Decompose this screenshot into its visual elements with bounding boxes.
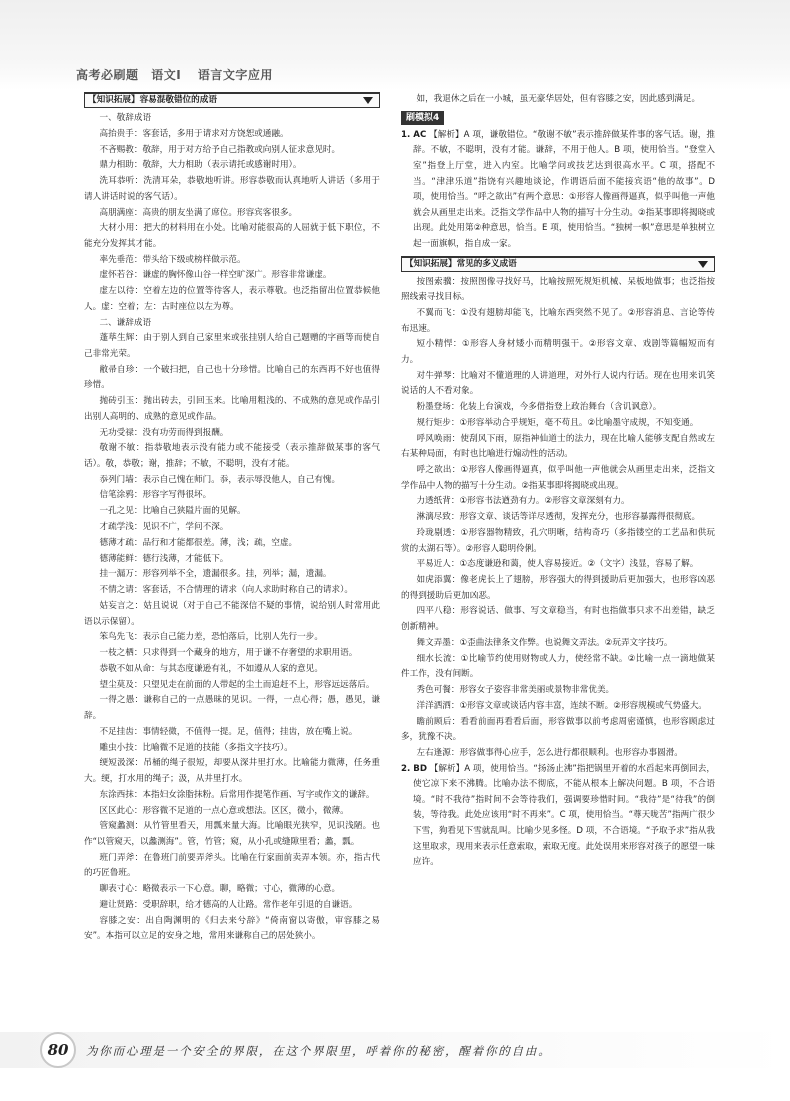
entry-paragraph: 对牛弹琴：比喻对不懂道理的人讲道理，对外行人说内行话。现在也用来讥笑说话的人不看对象。 (401, 370, 715, 397)
entry-paragraph: 抛砖引玉：抛出砖去，引回玉来。比喻用粗浅的、不成熟的意见或作品引出别人高明的、成熟的意见或作品。 (84, 396, 380, 422)
right-column (401, 92, 715, 871)
entry-paragraph: 呼风唤雨：使刮风下雨，原指神仙道士的法力，现在比喻人能够支配自然或左右某种局面，有时也比喻进行煽动性的活动。 (401, 433, 715, 460)
answer-1-number: 1. AC (401, 129, 427, 140)
entry-paragraph: 一得之愚：谦称自己的一点愚昧的见识。一得，一点心得；愚，愚见，谦辞。 (84, 695, 380, 721)
entry-paragraph: 大材小用：把大的材料用在小处。比喻对能很高的人屈就于低下职位，不能充分发挥其才能。 (84, 223, 380, 249)
entry-paragraph: 左右逢源：形容做事得心应手，怎么进行都很顺利。也形容办事圆滑。 (416, 747, 683, 758)
entry-paragraph: 容膝之安：出自陶渊明的《归去来兮辞》“倚南窗以寄傲，审容膝之易安”。本指可以立足的安身之地，常用来谦称自己的居处狭小。 (84, 915, 380, 942)
entry-paragraph: 班门弄斧：在鲁班门前要弄斧头。比喻在行家面前卖弄本领。亦，指古代的巧匠鲁班。 (84, 852, 380, 879)
triangle-down-icon (698, 261, 708, 268)
right-entry-list (401, 275, 715, 762)
footer-slogan: 为你而心理是一个安全的界限，在这个界限里，呼着你的秘密，醒着你的自由。 (86, 1044, 552, 1058)
entry-paragraph: 不翼而飞：①没有翅膀却能飞，比喻东西突然不见了。②形容消息、言论等传布迅速。 (401, 307, 715, 334)
entry-paragraph: 雕虫小技：比喻微不足道的技能（多指文字技巧）。 (99, 742, 293, 753)
left-entry-list (84, 111, 380, 945)
entry-paragraph: 才疏学浅：见识不广，学问不深。 (99, 522, 229, 532)
running-header (76, 66, 285, 84)
entry-paragraph: 高朋满座：高贵的朋友坐满了席位。形容宾客很多。 (99, 207, 298, 218)
entry-paragraph: 不情之请：客套话，不合情理的请求（向人求助时称自己的请求）。 (99, 585, 353, 596)
entry-paragraph: 恭敬不如从命：与其态度谦逊有礼，不如遵从人家的意见。 (99, 663, 323, 674)
entry-paragraph: 洗耳恭听：洗清耳朵，恭敬地听讲。形容恭敬而认真地听人讲话（多用于请人讲话时说的客气话）。 (84, 176, 380, 202)
entry-paragraph: 规行矩步：①形容举动合乎规矩，毫不苟且。②比喻墨守成规，不知变通。 (416, 417, 699, 428)
entry-paragraph: 东涂西抹：本指妇女涂脂抹粉。后常用作提笔作画、写字或作文的谦辞。 (99, 789, 375, 800)
entry-paragraph: 洋洋洒洒：①形容文章或谈话内容丰富，连续不断。②形容规模或气势盛大。 (416, 700, 707, 711)
entry-paragraph: 四平八稳：形容说话、做事、写文章稳当，有时也指做事只求不出差错，缺乏创新精神。 (401, 606, 715, 633)
entry-paragraph: 一枝之栖：只求得到一个藏身的地方，用于谦不存奢望的求职用语。 (99, 648, 358, 659)
entry-paragraph: 不吝赐教：敬辞，用于对方给予自己指教或向别人征求意见时。 (99, 144, 341, 155)
entry-paragraph: 一、敬辞成语 (99, 113, 152, 123)
entry-paragraph: 虚怀若谷：谦虚的胸怀像山谷一样空旷深广。形容非常谦虚。 (99, 270, 332, 281)
entry-paragraph: 粉墨登场：化装上台演戏，今多借指登上政治舞台（含讥讽意）。 (416, 402, 662, 413)
entry-paragraph: 区区此心：形容微不足道的一点心意或想法。区区，微小，微薄。 (99, 805, 349, 816)
page-number: 80 (40, 1032, 76, 1068)
entry-paragraph: 虚左以待：空着左边的位置等待客人，表示尊敬。也泛指留出位置恭候他人。虚：空着；左：古时座位以左为尊。 (84, 286, 380, 312)
entry-paragraph: 一孔之见：比喻自己狭隘片面的见解。 (99, 506, 246, 517)
left-column (84, 92, 380, 945)
header-subject: 语文Ⅰ (151, 68, 182, 82)
answer-item-2 (401, 762, 715, 871)
entry-paragraph: 不足挂齿：事情轻微，不值得一提。足，值得；挂齿，放在嘴上说。 (99, 726, 358, 737)
entry-paragraph: 管窥蠡测：从竹管里看天，用瓢来量大海。比喻眼光狭窄，见识浅陋。也作“以管窥天，以蠡测海”。管，竹管；窥，从小孔或缝隙里看；蠡，瓢。 (84, 821, 380, 847)
entry-paragraph: 力透纸背：①形容书法遒劲有力。②形容文章深刻有力。 (416, 496, 630, 507)
header-topic: 语言文字应用 (197, 68, 273, 82)
entry-paragraph: 敬谢不敏：指恭敬地表示没有能力或不能接受（表示推辞做某事的客气话）。敬，恭敬；谢，推辞；不敏，不聪明，没有才能。 (84, 443, 380, 469)
entry-paragraph: 短小精悍：①形容人身材矮小而精明强干。②形容文章、戏剧等篇幅短而有力。 (401, 339, 715, 365)
entry-paragraph: 高抬贵手：客套话，多用于请求对方饶恕或通融。 (99, 128, 289, 139)
entry-paragraph: 率先垂范：带头给下级或榜样做示范。 (99, 254, 246, 265)
entry-paragraph: 二、谦辞成语 (99, 317, 152, 328)
answer-1-text: 【解析】A 项，谦敬错位。“敬谢不敏”表示推辞做某件事的客气话。谢，推辞。不敏，不聪明，没有才能。谦辞，不用于他人。B 项，使用恰当。“登堂入室”指登上厅堂，进入内室。比喻学问或技艺达到很高水平。C 项，搭配不当。“津津乐道”指饶有兴趣地谈论，作谓语后面不能接宾语“他的故事”。D 项，使用恰当。“呼之欲出”有两个意思：①形容人像画得逼真，似乎叫他一声他就会从画里走出来。泛指文学作品中人物的描写十分生动。②指某事即将揭晓或出现。此处用第②种意思，恰当。E 项，使用恰当。“独树一帜”意思是单独树立起一面旗帜，指自成一家。 (413, 129, 715, 249)
entry-paragraph: 鼎力相助：敬辞，大力相助（表示请托或感谢时用）。 (99, 160, 302, 171)
entry-paragraph: 绠短汲深：吊桶的绳子很短，却要从深井里打水。比喻能力微薄，任务重大。绠，打水用的绳子；汲，从井里打水。 (84, 758, 380, 784)
right-knowledge-box-title: 【知识拓展】常见的多义成语 (401, 256, 715, 272)
answer-2-number: 2. BD (401, 763, 427, 774)
entry-paragraph: 忝列门墙：表示自己愧在师门。忝，表示辱没他人，自己有愧。 (99, 474, 341, 485)
answer-item-1 (401, 128, 715, 253)
answer-2-text: 【解析】A 项，使用恰当。“扬汤止沸”指把锅里开着的水舀起来再倒回去，使它凉下来不沸腾。比喻办法不彻底，不能从根本上解决问题。B 项，不合语境。“时不我待”指时间不会等待我们，强调要珍惜时间。“我待”是“待我”的倒装，等待我。此处应该用“时不再来”。C 项，使用恰当。“尊天咙苦”指两广很少下雪，狗看见下雪就乱叫。比喻少见多怪。D 项，不合语境。“予取予求”指从我这里取求，现用来表示任意索取，索取无度。此处误用来形容对孩子的愿望一味应许。 (413, 763, 715, 868)
entry-paragraph: 按图索骥：按照图像寻找好马，比喻按照死规矩机械、呆板地做事；也泛指按照线索寻找目标。 (401, 276, 715, 303)
entry-paragraph: 笨鸟先飞：表示自己能力差，恐怕落后，比别人先行一步。 (99, 632, 323, 643)
entry-paragraph: 平易近人：①态度谦逊和蔼，使人容易接近。②（文字）浅显，容易了解。 (416, 559, 699, 570)
entry-paragraph: 如虎添翼：像老虎长上了翅膀，形容强大的得到援助后更加强大，也形容凶恶的得到援助后更加凶恶。 (401, 575, 715, 601)
right-intro-text: 如，我退休之后在一小城，虽无豪华居处，但有容膝之安，因此感到满足。 (416, 94, 701, 104)
triangle-down-icon (363, 97, 373, 104)
entry-paragraph: 无功受禄：没有功劳而得到报酬。 (99, 427, 229, 438)
entry-paragraph: 姑妄言之：姑且说说（对于自己不能深信不疑的事情，说给别人时常用此语以示保留）。 (84, 600, 380, 627)
entry-paragraph: 信笔涂鸦：形容字写得很坏。 (99, 490, 212, 501)
entry-paragraph: 避让贤路：受职辞职，给才德高的人让路。常作老年引退的自谦语。 (99, 899, 358, 910)
mock-test-badge: 刷模拟4 (401, 111, 444, 125)
entry-paragraph: 细水长流：①比喻节约使用财物或人力，使经常不缺。②比喻一点一滴地做某件工作，没有间断。 (401, 653, 715, 680)
entry-paragraph: 敝帚自珍：一个破扫把，自己也十分珍惜。比喻自己的东西再不好也值得珍惜。 (84, 364, 380, 391)
entry-paragraph: 秀色可餐：形容女子姿容非常美丽或景物非常优美。 (416, 684, 615, 695)
left-knowledge-box-title: 【知识拓展】容易混敬错位的成语 (84, 92, 380, 108)
entry-paragraph: 呼之欲出：①形容人像画得逼真，似乎叫他一声他就会从画里走出来，泛指文学作品中人物的描写十分生动。②指某事即将揭晓或出现。 (401, 464, 715, 491)
entry-paragraph: 瞻前顾后：看看前面再看看后面，形容做事以前考虑周密谨慎，也形容顾虑过多，犹豫不决。 (401, 716, 715, 743)
header-book-title: 高考必刷题 (76, 68, 139, 82)
entry-paragraph: 聊表寸心：略微表示一下心意。聊，略微；寸心，微薄的心意。 (99, 884, 341, 895)
entry-paragraph: 挂一漏万：形容列举不全，遗漏很多。挂，列举；漏，遗漏。 (99, 569, 332, 580)
entry-paragraph: 淋漓尽致：形容文章、谈话等详尽透彻，发挥充分，也形容暴露得很彻底。 (416, 512, 701, 523)
entry-paragraph: 德薄能鲜：德行浅薄，才能低下。 (99, 553, 229, 564)
entry-paragraph: 蓬荜生辉：由于别人到自己家里来或张挂别人给自己题赠的字画等而使自己非常光荣。 (84, 333, 380, 359)
entry-paragraph: 德薄才疏：品行和才能都很差。薄，浅；疏，空虚。 (99, 537, 298, 548)
entry-paragraph: 玲珑剔透：①形容器物精致，孔穴明晰，结构奇巧（多指镂空的工艺品和供玩赏的太湖石等）。②形容人聪明伶俐。 (401, 527, 715, 554)
entry-paragraph: 望尘莫及：只望见走在前面的人带起的尘土而追赶不上，形容远远落后。 (99, 679, 375, 690)
entry-paragraph: 舞文弄墨：①歪曲法律条文作弊。也说舞文弄法。②玩弄文字技巧。 (416, 637, 673, 648)
